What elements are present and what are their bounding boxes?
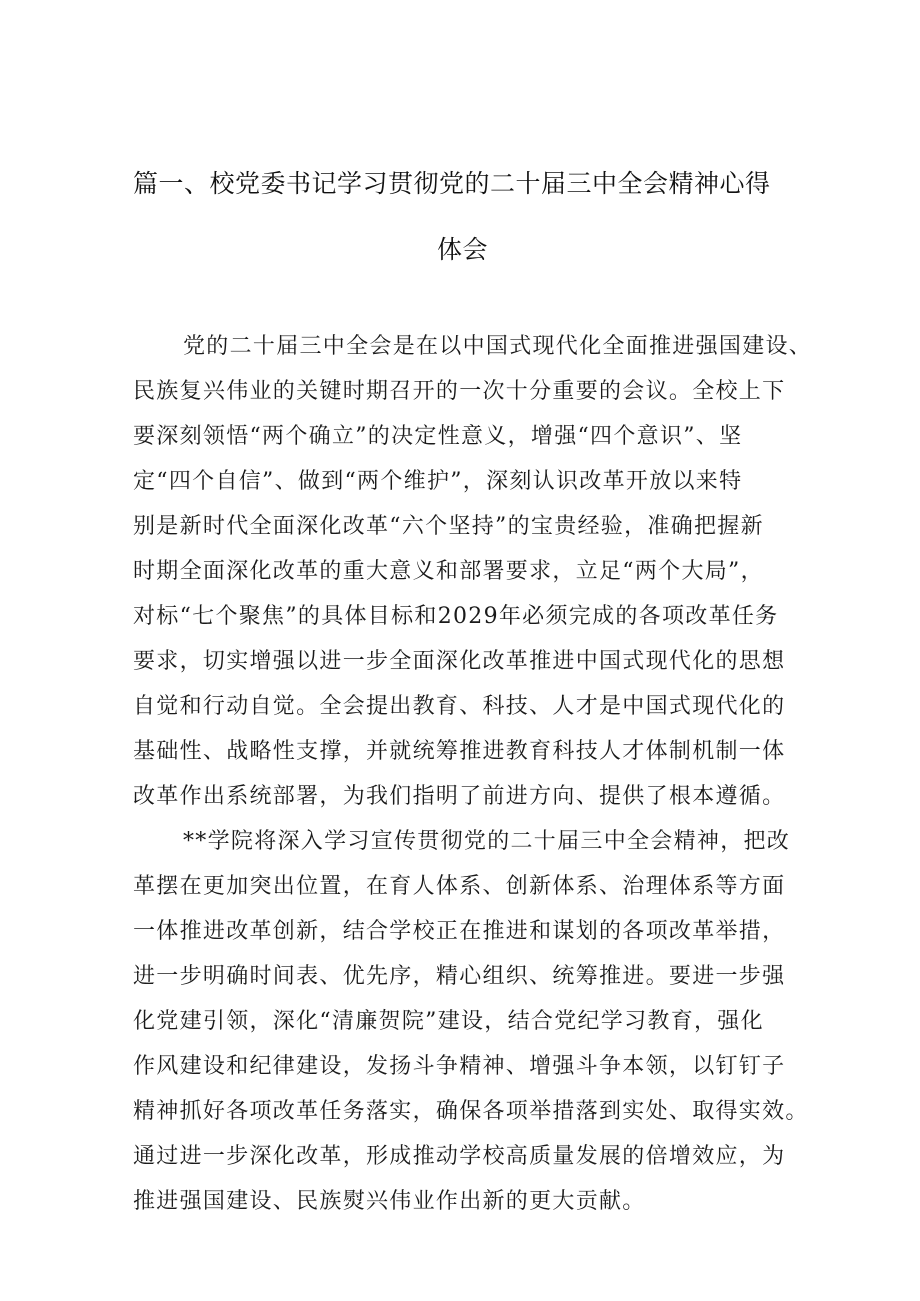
text-line: 党的二十届三中全会是在以中国式现代化全面推进强国建设、 [183, 334, 813, 359]
paragraph-1 [133, 324, 813, 819]
text-line: 推进强国建设、民族熨兴伟业作出新的更大贡献。 [133, 1189, 646, 1214]
text-line: 革摆在更加突出位置，在育人体系、创新体系、治理体系等方面 [133, 874, 786, 899]
text-line: 要深刻领悟“两个确立”的决定性意义，增强“四个意识”、坚 [133, 424, 743, 449]
text-line: 对标“七个聚焦”的具体目标和2029年必须完成的各项改革任务 [133, 604, 779, 629]
paragraph-2 [133, 819, 809, 1224]
text-line: 一体推进改革创新，结合学校正在推进和谋划的各项改革举措， [133, 919, 786, 944]
text-line: 定“四个自信”、做到“两个维护”，深刻认识改革开放以来特 [133, 469, 743, 494]
text-line: 自觉和行动自觉。全会提出教育、科技、人才是中国式现代化的 [133, 694, 786, 719]
text-line: 别是新时代全面深化改革“六个坚持”的宝贵经验，准确把握新 [133, 514, 764, 539]
text-line: 进一步明确时间表、优先序，精心组织、统筹推进。要进一步强 [133, 964, 786, 989]
document-body [133, 324, 813, 1224]
text-line: 通过进一步深化改革，形成推动学校高质量发展的倍增效应，为 [133, 1144, 786, 1169]
text-line: **学院将深入学习宣传贯彻党的二十届三中全会精神，把改 [183, 829, 791, 854]
text-line: 改革作出系统部署，为我们指明了前进方向、提供了根本遵循。 [133, 784, 786, 809]
document-title-line-2: 体会 [437, 235, 489, 264]
text-line: 化党建引领，深化“清廉贺院”建设，结合党纪学习教育，强化 [133, 1009, 764, 1034]
text-line: 作风建设和纪律建设，发扬斗争精神、增强斗争本领，以钉钉子 [133, 1054, 786, 1079]
text-line: 民族复兴伟业的关键时期召开的一次十分重要的会议。全校上下 [133, 379, 786, 404]
text-line: 时期全面深化改革的重大意义和部署要求，立足“两个大局”， [133, 559, 764, 584]
document-title-line-1: 篇一、校党委书记学习贯彻党的二十届三中全会精神心得 [133, 169, 771, 198]
text-line: 精神抓好各项改革任务落实，确保各项举措落到实处、取得实效。 [133, 1099, 809, 1124]
text-line: 要求，切实增强以进一步全面深化改革推进中国式现代化的思想 [133, 649, 786, 674]
text-line: 基础性、战略性支撑，并就统筹推进教育科技人才体制机制一体 [133, 739, 786, 764]
